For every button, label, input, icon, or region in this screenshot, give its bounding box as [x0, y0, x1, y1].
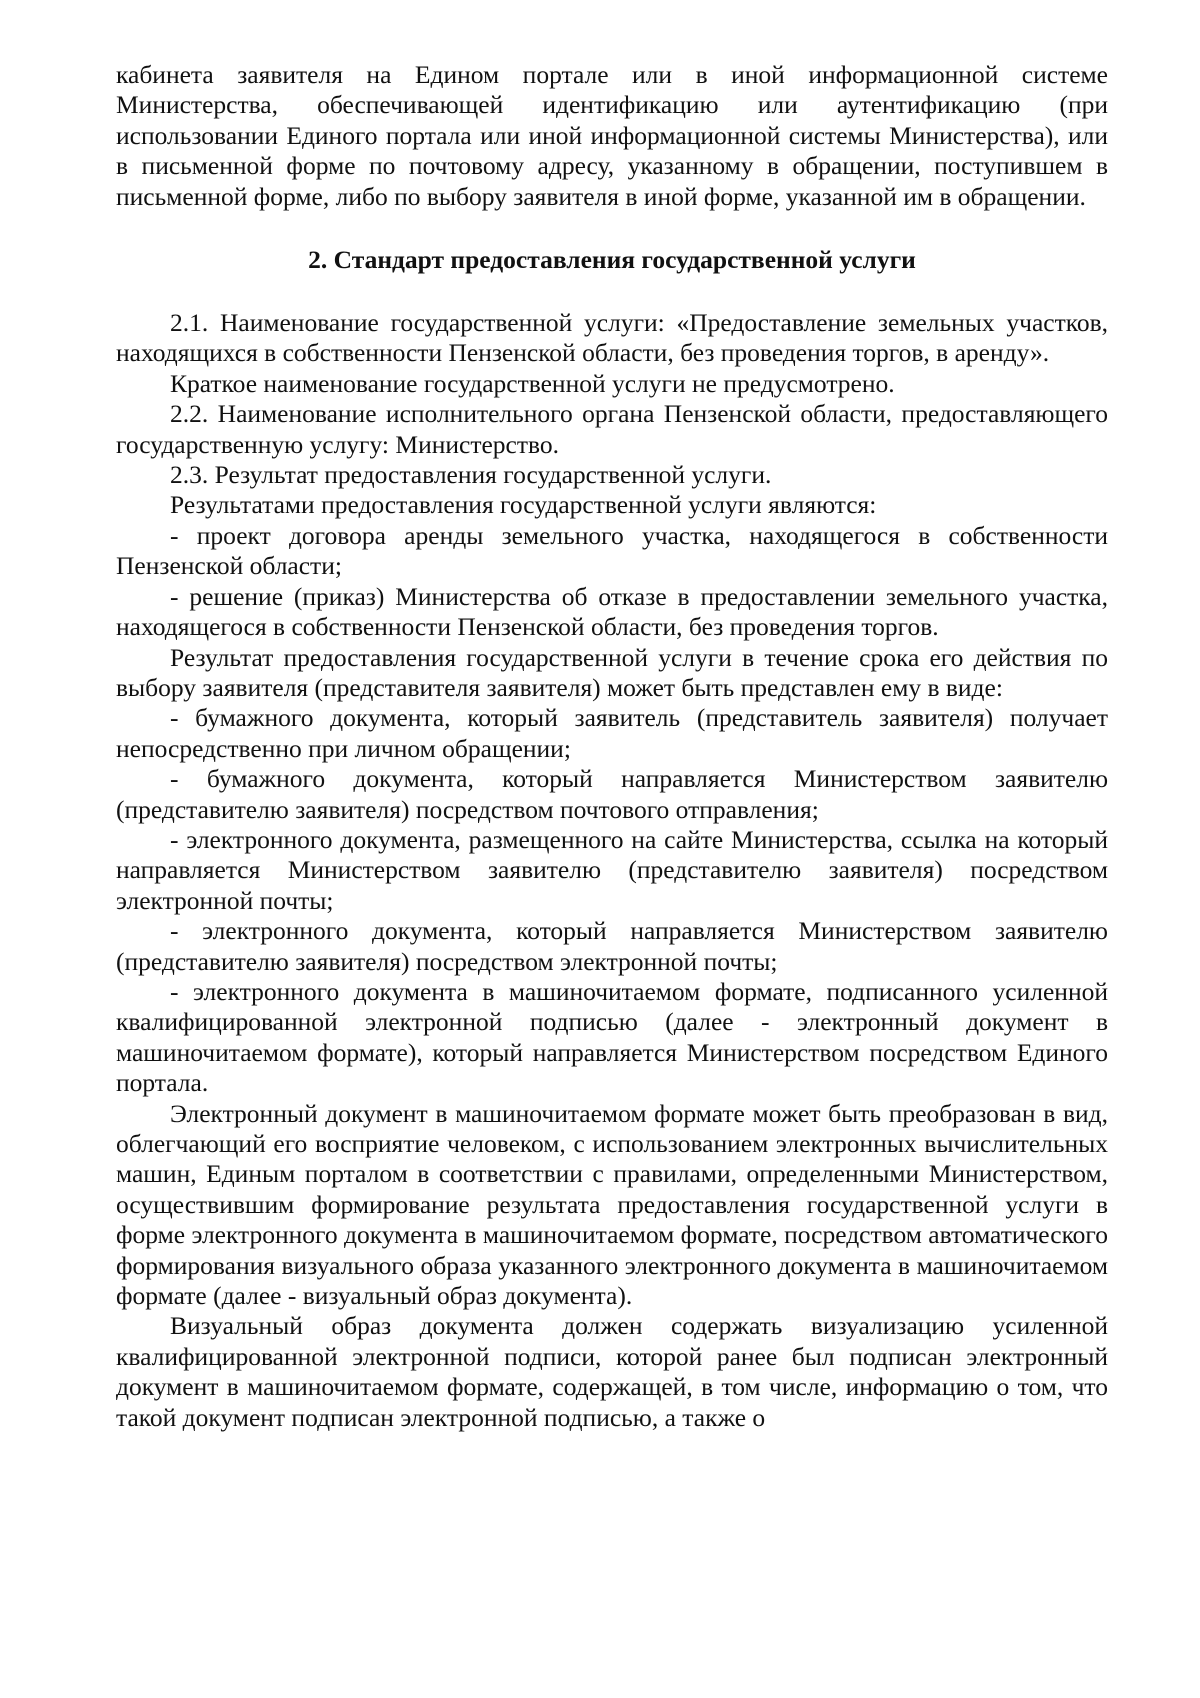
- list-item-electronic-link: - электронного документа, размещенного на сайте Министерства, ссылка на который направляется Министерством заявителю (представителю заявителя) посредством электронной почты;: [116, 824, 1108, 915]
- paragraph-visual-image: Визуальный образ документа должен содержать визуализацию усиленной квалифицированной электронной подписи, которой ранее был подписан электронный документ в машиночитаемом формате, содержащей, в том числе, информацию о том, что такой документ подписан электронной подписью, а также о: [116, 1311, 1108, 1432]
- list-item-paper-in-person: - бумажного документа, который заявитель (представитель заявителя) получает непосредственно при личном обращении;: [116, 703, 1108, 763]
- paragraph-visual-conversion: Электронный документ в машиночитаемом формате может быть преобразован в вид, облегчающий его восприятие человеком, с использованием электронных вычислительных машин, Единым порталом в соответствии с правилами, определенными Министерством, осуществившим формирование результата предоставления государственной услуги в форме электронного документа в машиночитаемом формате, посредством автоматического формирования визуального образа указанного электронного документа в машиночитаемом формате (далее - визуальный образ документа).: [116, 1098, 1108, 1311]
- paragraph-short-name: Краткое наименование государственной услуги не предусмотрено.: [170, 368, 895, 398]
- list-item-machine-readable: - электронного документа в машиночитаемом формате, подписанного усиленной квалифицированной электронной подписью (далее - электронный документ в машиночитаемом формате), который направляется Министерством посредством Единого портала.: [116, 976, 1108, 1098]
- list-item-paper-by-post: - бумажного документа, который направляется Министерством заявителю (представителю заявителя) посредством почтового отправления;: [116, 764, 1108, 824]
- list-item-lease-draft: - проект договора аренды земельного участка, находящегося в собственности Пензенской области;: [116, 520, 1108, 581]
- paragraph-results-intro: Результатами предоставления государственной услуги являются:: [170, 490, 877, 520]
- list-item-refusal-decision: - решение (приказ) Министерства об отказе в предоставлении земельного участка, находящегося в собственности Пензенской области, без проведения торгов.: [116, 581, 1108, 642]
- intro-paragraph: кабинета заявителя на Едином портале или в иной информационной системе Министерства, обеспечивающей идентификацию или аутентификацию (при использовании Единого портала или иной информационной системы Министерства), или в письменной форме по почтовому адресу, указанному в обращении, поступившем в письменной форме, либо по выбору заявителя в иной форме, указанной им в обращении.: [116, 60, 1108, 211]
- section-heading: 2. Стандарт предоставления государственной услуги: [308, 245, 916, 275]
- paragraph-2-1: 2.1. Наименование государственной услуги: «Предоставление земельных участков, находящихся в собственности Пензенской области, без проведения торгов, в аренду».: [116, 308, 1108, 368]
- list-item-electronic-email: - электронного документа, который направляется Министерством заявителю (представителю заявителя) посредством электронной почты;: [116, 916, 1108, 976]
- paragraph-2-2: 2.2. Наименование исполнительного органа Пензенской области, предоставляющего государственную услугу: Министерство.: [116, 399, 1108, 459]
- paragraph-result-forms: Результат предоставления государственной услуги в течение срока его действия по выбору заявителя (представителя заявителя) может быть представлен ему в виде:: [116, 642, 1108, 702]
- paragraph-2-3: 2.3. Результат предоставления государственной услуги.: [170, 460, 772, 490]
